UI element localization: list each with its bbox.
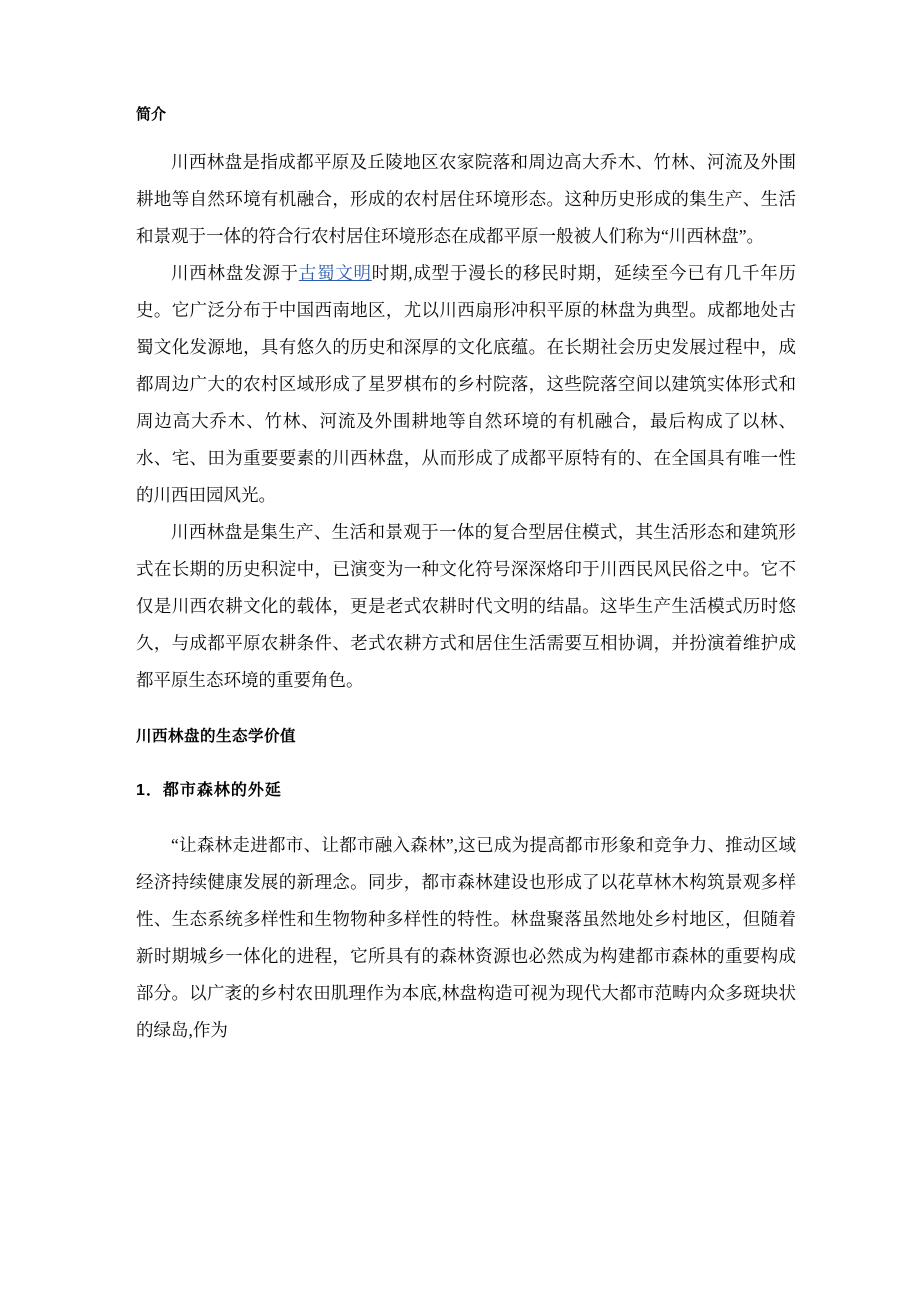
paragraph-intro-2 [136, 255, 796, 514]
section-heading-ecology: 川西林盘的生态学价值 [136, 728, 297, 745]
paragraph-intro-3: 川西林盘是集生产、生活和景观于一体的复合型居住模式，其生活形态和建筑形式在长期的历史积淀中，已演变为一种文化符号深深烙印于川西民风民俗之中。它不仅是川西农耕文化的载体，更是老式农耕时代文明的结晶。这毕生产生活模式历时悠久，与成都平原农耕条件、老式农耕方式和居住生活需要互相协调，并扮演着维护成都平原生态环境的重要角色。 [136, 522, 796, 690]
section-heading-intro: 简介 [136, 106, 167, 123]
paragraph-text-run: 时期,成型于漫长的移民时期，延续至今已有几千年历史。它广泛分布于中国西南地区，尤以川西扇形冲积平原的林盘为典型。成都地处古蜀文化发源地，具有悠久的历史和深厚的文化底蕴。在长期社会历史发展过程中，成都周边广大的农村区域形成了星罗棋布的乡村院落，这些院落空间以建筑实体形式和周边高大乔木、竹林、河流及外围耕地等自然环境的有机融合，最后构成了以林、水、宅、田为重要要素的川西林盘，从而形成了成都平原特有的、在全国具有唯一性的川西田园风光。 [136, 263, 797, 505]
paragraph-text-run: 川西林盘发源于 [171, 263, 299, 283]
document-body [136, 104, 796, 1049]
paragraph-urban-forest-1: “让森林走进都市、让都市融入森林”,这已成为提高都市形象和竞争力、推动区域经济持续健康发展的新理念。同步，都市森林建设也形成了以花草林木构筑景观多样性、生态系统多样性和生物物种多样性的特性。林盘聚落虽然地处乡村地区，但随着新时期城乡一体化的进程，它所具有的森林资源也必然成为构建都市森林的重要构成部分。以广袤的乡村农田肌理作为本底,林盘构造可视为现代大都市范畴内众多斑块状的绿岛,作为 [136, 835, 796, 1040]
paragraph-intro-1: 川西林盘是指成都平原及丘陵地区农家院落和周边高大乔木、竹林、河流及外围耕地等自然环境有机融合，形成的农村居住环境形态。这种历史形成的集生产、生活和景观于一体的符合行农村居住环境形态在成都平原一般被人们称为“川西林盘”。 [136, 152, 796, 246]
subsection-heading-urban-forest: 1．都市森林的外延 [136, 782, 282, 799]
link-gushu-civilization[interactable]: 古蜀文明 [298, 263, 372, 283]
